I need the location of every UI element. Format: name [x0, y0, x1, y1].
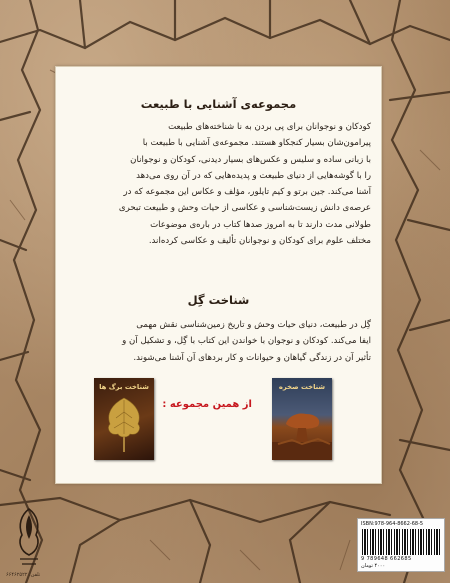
- description-line: را با گوشه‌هایی از دنیای طبیعت و پدیده‌هایی که در آن روی می‌دهد: [136, 170, 371, 181]
- barcode: [357, 518, 445, 572]
- related-book-cover-leaves[interactable]: [94, 378, 154, 460]
- price-text: ۴۰۰۰ تومان: [361, 563, 386, 569]
- description-line: آشنا می‌کند. جین برتو و کیم تایلور، مؤلف و عکاس این مجموعه که در: [123, 187, 371, 198]
- description-line: پیرامون‌شان بسیار کنجکاو هستند. مجموعه‌ی آشنایی با طبیعت با: [142, 138, 371, 149]
- related-book-cover-rock[interactable]: [272, 378, 332, 460]
- description-line: طولانی مدت دارند تا به امروز صدها کتاب در باره‌ی موضوعات: [150, 219, 371, 230]
- related-book-title: شناخت صخره: [278, 383, 326, 391]
- isbn-text: ISBN:978-964-8662-68-5: [361, 521, 424, 527]
- barcode-digits: 9 789648 662685: [361, 556, 412, 562]
- series-description: [66, 119, 371, 249]
- series-label: از همین مجموعه :: [162, 399, 252, 410]
- description-line: کودکان و نوجوانان برای پی بردن به نا شناخته‌های طبیعت: [168, 122, 371, 132]
- leaf-icon: [94, 378, 154, 460]
- series-title: مجموعه‌ی آشنایی با طبیعت: [140, 97, 297, 111]
- description-line: با زبانی ساده و سلیس و عکس‌های بسیار دیدنی، کودکان و نوجوانان: [130, 154, 371, 165]
- barcode-bars: [362, 529, 440, 555]
- rock-icon: [272, 378, 332, 460]
- publisher-logo-icon: [12, 505, 46, 570]
- description-line: گِل در طبیعت، دنیای حیات وحش و تاریخ زمین‌شناسی نقش مهمی: [136, 320, 371, 330]
- book-title: شناخت گِل: [187, 293, 250, 307]
- related-book-title: شناخت برگ ها: [99, 383, 149, 391]
- book-description: [66, 317, 371, 366]
- publisher-phone: تلفن: ۶۶۴۶۲۵۲۲: [6, 572, 41, 578]
- description-line: مختلف علوم برای کودکان و نوجوانان تألیف و عکاسی کرده‌اند.: [148, 236, 371, 247]
- description-line: تأثیر آن در زندگی گیاهان و حیوانات و کار بردهای آن آشنا می‌شوند.: [133, 352, 371, 363]
- description-line: عرصه‌ی دانش زیست‌شناسی و عکاسی از حیات وحش و طبیعت تبحری: [118, 203, 371, 214]
- description-line: ایفا می‌کند. کودکان و نوجوان با خواندن این کتاب با گِل، و تشکیل آن و: [122, 336, 371, 347]
